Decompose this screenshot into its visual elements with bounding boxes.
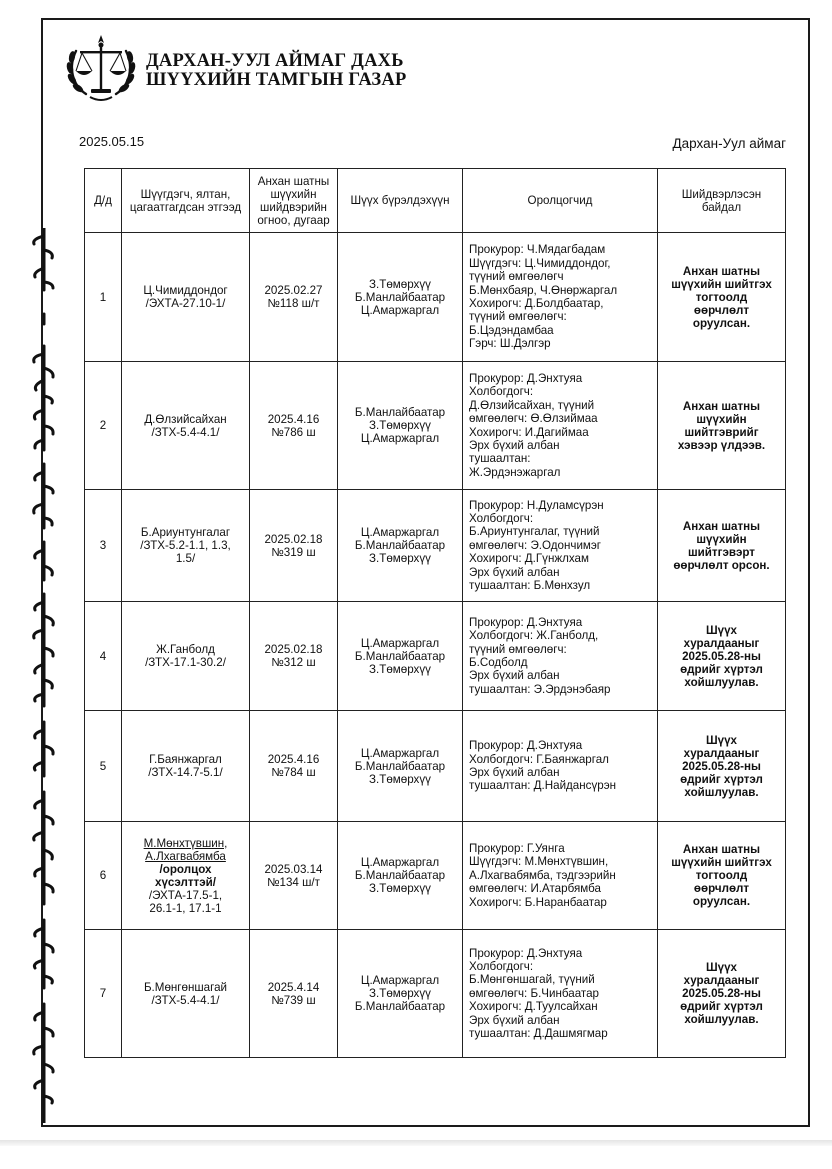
col-header-panel: Шүүх бүрэлдэхүүн (338, 169, 463, 233)
defendant-cell: Б.Ариунтунгалаг /ЗТХ-5.2-1.1, 1.3, 1.5/ (122, 490, 250, 602)
row-number: 5 (85, 711, 122, 822)
row-number: 3 (85, 490, 122, 602)
decision-cell: Анхан шатны шүүхийн шийтгэвэрт өөрчлөлт орсон. (658, 490, 786, 602)
decision-cell: Шүүх хуралдааныг 2025.05.28-ны өдрийг хүртэл хойшлуулав. (658, 711, 786, 822)
participants-cell: Прокурор: Н.Дуламсүрэн Холбогдогч: Б.Ариунтунгалаг, түүний өмгөөлөгч: Э.Одончимэг Хохирогч: Д.Гүнжлхам Эрх бүхий албан тушаалтан: Б.Мөнхзул (463, 490, 658, 602)
decision-cell: Анхан шатны шүүхийн шийтгэх тогтоолд өөрчлөлт оруулсан. (658, 233, 786, 362)
defendant-cell: Ж.Ганболд /ЗТХ-17.1-30.2/ (122, 602, 250, 711)
col-header-decision: Шийдвэрлэсэн байдал (658, 169, 786, 233)
ruling-cell: 2025.02.27 №118 ш/т (250, 233, 338, 362)
table-header-row (85, 169, 786, 233)
table-row (85, 822, 786, 930)
defendant-cell: М.Мөнхтүвшин, А.Лхагвабямба /оролцох хүсэлттэй/ /ЭХТА-17.5-1, 26.1-1, 17.1-1 (122, 822, 250, 930)
defendant-cell: Ц.Чимиддондог /ЭХТА-27.10-1/ (122, 233, 250, 362)
col-header-number: Д/д (85, 169, 122, 233)
col-header-participants: Оролцогчид (463, 169, 658, 233)
decision-cell: Анхан шатны шүүхийн шийтгэврийг хэвээр үлдээв. (658, 362, 786, 490)
defendant-cell: Д.Өлзийсайхан /ЗТХ-5.4-4.1/ (122, 362, 250, 490)
ruling-cell: 2025.4.16 №784 ш (250, 711, 338, 822)
document-date: 2025.05.15 (79, 134, 145, 149)
table-row (85, 233, 786, 362)
court-emblem-icon (64, 31, 138, 105)
document-place: Дархан-Уул аймаг (672, 136, 786, 151)
table-row (85, 930, 786, 1058)
case-schedule-table (84, 168, 786, 1058)
row-number: 4 (85, 602, 122, 711)
decision-cell: Анхан шатны шүүхийн шийтгэх тогтоолд өөрчлөлт оруулсан. (658, 822, 786, 930)
defendant-cell: Г.Баянжаргал /ЗТХ-14.7-5.1/ (122, 711, 250, 822)
scan-shadow (0, 1140, 832, 1146)
participants-cell: Прокурор: Д.Энхтуяа Холбогдогч: Б.Мөнгөншагай, түүний өмгөөлөгч: Б.Чинбаатар Хохирогч: Д.Туулсайхан Эрх бүхий албан тушаалтан: Д.Дашмягмар (463, 930, 658, 1058)
panel-cell: Ц.Амаржаргал Б.Манлайбаатар З.Төмөрхүү (338, 711, 463, 822)
ruling-cell: 2025.03.14 №134 ш/т (250, 822, 338, 930)
panel-cell: Ц.Амаржаргал Б.Манлайбаатар З.Төмөрхүү (338, 822, 463, 930)
row-number: 7 (85, 930, 122, 1058)
panel-cell: Ц.Амаржаргал Б.Манлайбаатар З.Төмөрхүү (338, 602, 463, 711)
ruling-cell: 2025.4.14 №739 ш (250, 930, 338, 1058)
panel-cell: Ц.Амаржаргал Б.Манлайбаатар З.Төмөрхүү (338, 490, 463, 602)
panel-cell: Ц.Амаржаргал З.Төмөрхүү Б.Манлайбаатар (338, 930, 463, 1058)
ruling-cell: 2025.4.16 №786 ш (250, 362, 338, 490)
decision-cell: Шүүх хуралдааныг 2025.05.28-ны өдрийг хүртэл хойшлуулав. (658, 930, 786, 1058)
decision-cell: Шүүх хуралдааныг 2025.05.28-ны өдрийг хүртэл хойшлуулав. (658, 602, 786, 711)
org-name-line1: ДАРХАН-УУЛ АЙМАГ ДАХЬ (146, 51, 404, 71)
org-name (146, 52, 406, 90)
mongolian-script-heading (26, 228, 62, 1123)
table-row (85, 602, 786, 711)
panel-cell: З.Төмөрхүү Б.Манлайбаатар Ц.Амаржаргал (338, 233, 463, 362)
participants-cell: Прокурор: Ч.Мядагбадам Шүүгдэгч: Ц.Чимиддондог, түүний өмгөөлөгч Б.Мөнхбаяр, Ч.Өнөржаргал Хохирогч: Д.Болдбаатар, түүний өмгөөлөгч: Б.Цэдэндамбаа Гэрч: Ш.Дэлгэр (463, 233, 658, 362)
col-header-defendant: Шүүгдэгч, ялтан, цагаатгагдсан этгээд (122, 169, 250, 233)
row-number: 2 (85, 362, 122, 490)
table-row (85, 711, 786, 822)
participants-cell: Прокурор: Д.Энхтуяа Холбогдогч: Д.Өлзийсайхан, түүний өмгөөлөгч: Ө.Өлзиймаа Хохирогч: И.Дагиймаа Эрх бүхий албан тушаалтан: Ж.Эрдэнэжаргал (463, 362, 658, 490)
participants-cell: Прокурор: Д.Энхтуяа Холбогдогч: Г.Баянжаргал Эрх бүхий албан тушаалтан: Д.Найдансүрэн (463, 711, 658, 822)
participants-cell: Прокурор: Г.Уянга Шүүгдэгч: М.Мөнхтүвшин, А.Лхагвабямба, тэдгээрийн өмгөөлөгч: И.Атарбямба Хохирогч: Б.Наранбаатар (463, 822, 658, 930)
col-header-ruling: Анхан шатны шүүхийн шийдвэрийн огноо, дугаар (250, 169, 338, 233)
ruling-cell: 2025.02.18 №312 ш (250, 602, 338, 711)
org-name-line2: ШҮҮХИЙН ТАМГЫН ГАЗАР (146, 70, 407, 90)
row-number: 6 (85, 822, 122, 930)
panel-cell: Б.Манлайбаатар З.Төмөрхүү Ц.Амаржаргал (338, 362, 463, 490)
defendant-cell: Б.Мөнгөншагай /ЗТХ-5.4-4.1/ (122, 930, 250, 1058)
table-row (85, 490, 786, 602)
row-number: 1 (85, 233, 122, 362)
ruling-cell: 2025.02.18 №319 ш (250, 490, 338, 602)
table-row (85, 362, 786, 490)
participants-cell: Прокурор: Д.Энхтуяа Холбогдогч: Ж.Ганболд, түүний өмгөөлөгч: Б.Содболд Эрх бүхий албан тушаалтан: Э.Эрдэнэбаяр (463, 602, 658, 711)
